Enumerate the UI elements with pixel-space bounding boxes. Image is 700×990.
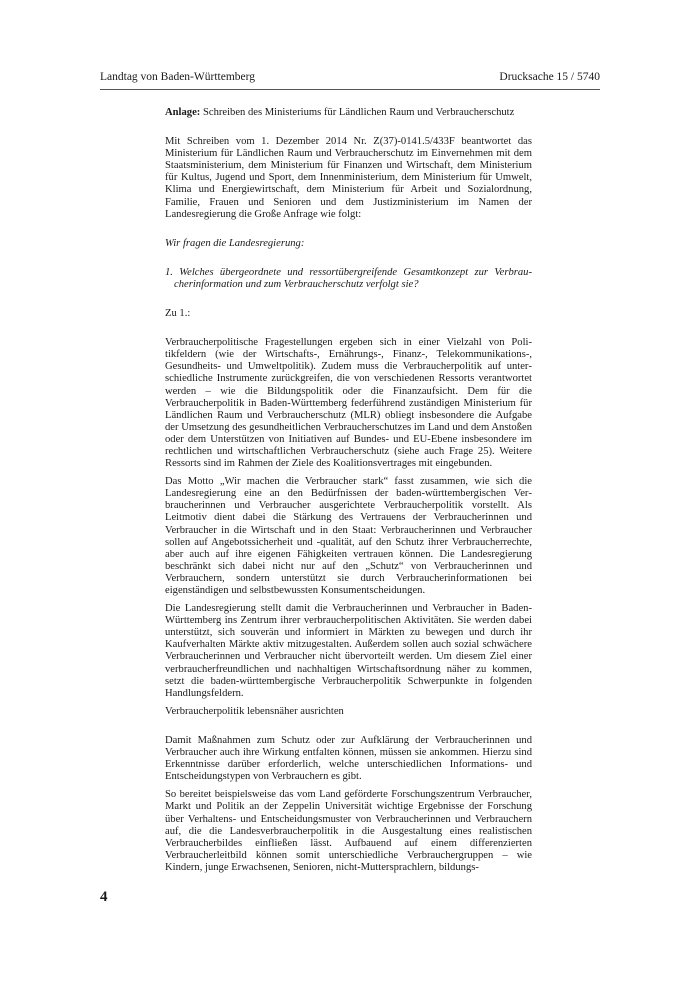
header-document-number: Drucksache 15 / 5740	[499, 71, 600, 83]
question-1-text: 1. Welches übergeordnete und ressortübergreifende Gesamtkonzept zur Verbraucherinformation und zum Verbraucherschutz verfolgt sie?	[165, 266, 532, 290]
answer-paragraph-2: Das Motto „Wir machen die Verbraucher stark“ fasst zusammen, wie sich die Landesregierung eine an den Bedürfnissen der baden-württembergischen Verbraucherinnen und Verbraucher ausgerichtete Verbraucherpolitik vorstellt. Als Leitmotiv dient dabei die Stärkung des Vertrauens der Verbraucherinnen und Verbraucher in die Wirtschaft und in den Staat: Verbraucherinnen und Verbraucher sollen auf Angebotssicherheit und -qualität, auf den Schutz ihrer Verbraucherrechte, aber auch auf ihre eigenen Fähigkeiten vertrauen können. Die Landesregierung beschränkt sich dabei nicht nur auf den „Schutz“ von Verbraucherinnen und Verbrauchern, sondern unterstützt sie durch Verbraucherinformationen bei eigenständigen und selbstbewussten Konsumentscheidungen.	[165, 476, 532, 596]
anlage-line	[165, 107, 532, 119]
wir-fragen-text: Wir fragen die Landesregierung:	[165, 237, 305, 249]
answer-paragraph-3: Die Landesregierung stellt damit die Verbraucherinnen und Verbraucher in Baden-Württemberg ins Zentrum ihrer verbraucherpolitischen Aktivitäten. Sie werden dabei unterstützt, sich souverän und informiert in Märkten zu bewegen und durch ihr Kaufverhalten Märkte aktiv mitzugestalten. Außerdem sollen auch sozial schwächere Verbraucherinnen und Verbraucher nicht übervorteilt werden. Um diesem Ziel einer verbraucherfreundlichen und nachhaltigen Wirtschaftsordnung näher zu kommen, setzt die baden-württembergische Verbraucherpolitik Schwerpunkte in folgenden Handlungsfeldern.	[165, 603, 532, 699]
question-1	[165, 267, 532, 291]
body-text	[165, 107, 532, 880]
anlage-label: Anlage:	[165, 107, 201, 118]
wir-fragen-heading	[165, 238, 532, 250]
intro-paragraph: Mit Schreiben vom 1. Dezember 2014 Nr. Z(37)-0141.5/433F beantwortet das Ministerium für Ländlichen Raum und Verbraucherschutz im Einvernehmen mit dem Staatsministerium, dem Ministerium für Finanzen und Wirtschaft, dem Ministerium für Kultus, Jugend und Sport, dem Innenministerium, dem Ministerium für Umwelt, Klima und Energiewirtschaft, dem Ministerium für Arbeit und Sozialordnung, Familie, Frauen und Senioren und dem Justizministerium im Namen der Landesregierung die Große Anfrage wie folgt:	[165, 136, 532, 220]
answer-paragraph-1: Verbraucherpolitische Fragestellungen ergeben sich in einer Vielzahl von Politikfeldern (wie der Wirtschafts-, Ernährungs-, Finanz-, Telekommunikations-, Gesundheits- und Umweltpolitik). Zudem muss die Verbraucherpolitik auf unterschiedliche Instrumente zurückgreifen, die von verschiedenen Ressorts verantwortet werden – wie die Bildungspolitik oder die Finanzaufsicht. Dem für die Verbraucherpolitik in Baden-Württemberg federführend zuständigen Ministerium für Ländlichen Raum und Verbraucherschutz (MLR) obliegt insbesondere die Aufgabe der Umsetzung des gesundheitlichen Verbraucherschutzes im Land und dem Anstoßen oder dem Unterstützen von Initiativen auf Bundes- und EU-Ebene insbesondere im rechtlichen und wirtschaftlichen Verbraucherschutz (siehe auch Frage 25). Weitere Ressorts sind im Rahmen der Ziele des Koalitionsvertrages mit eingebunden.	[165, 337, 532, 470]
answer-paragraph-5: So bereitet beispielsweise das vom Land geförderte Forschungszentrum Verbraucher, Markt und Politik an der Zeppelin Universität wichtige Ergebnisse der Forschung über Verhaltens- und Entscheidungsmuster von Verbraucherinnen und Verbrauchern auf, die die Landesverbraucherpolitik in die Ausgestaltung eines realistischen Verbraucherbildes einfließen lässt. Aufbauend auf einem differenzierten Verbraucherleitbild können somit unterschiedliche Verbrauchergruppen – wie Kindern, junge Erwachsenen, Senioren, nicht-Muttersprachlern, bildungs-	[165, 789, 532, 873]
header-rule	[100, 89, 600, 90]
page-number: 4	[100, 889, 108, 905]
subheading-verbraucherpolitik: Verbraucherpolitik lebensnäher ausrichten	[165, 705, 344, 717]
header-institution: Landtag von Baden-Württemberg	[100, 71, 255, 83]
anlage-text: Schreiben des Ministeriums für Ländlichen Raum und Verbraucherschutz	[202, 107, 515, 118]
answer-paragraph-4: Damit Maßnahmen zum Schutz oder zur Aufklärung der Verbraucherinnen und Verbraucher auch ihre Wirkung entfalten können, müssen sie ankommen. Hierzu sind Erkenntnisse darüber erforderlich, welche unterschiedlichen Informations- und Entscheidungstypen von Verbrauchern es gibt.	[165, 734, 532, 783]
answer-1-label: Zu 1.:	[165, 308, 191, 320]
